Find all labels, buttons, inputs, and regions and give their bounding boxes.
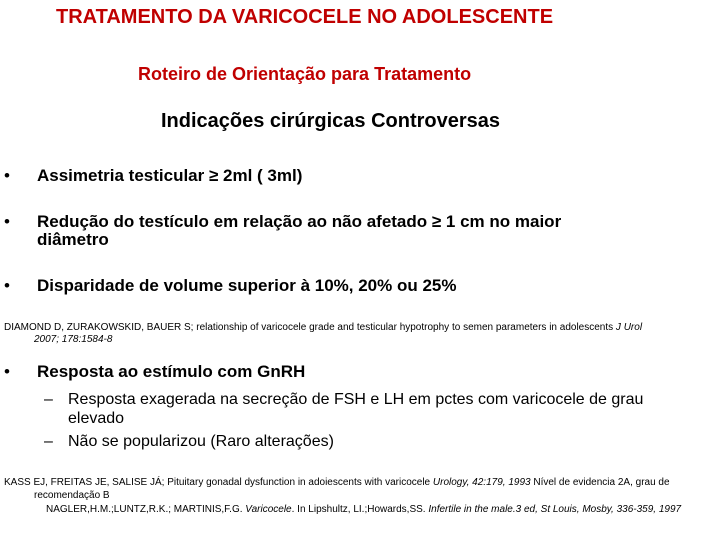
reference-editors: . In Lipshultz, LI.;Howards,SS. (291, 504, 429, 515)
reference-text: KASS EJ, FREITAS JE, SALISE JÁ; Pituitary gonadal dysfunction in adoiescents with varicocele (4, 477, 433, 488)
dash-icon: – (44, 391, 53, 408)
sub-bullet-text: Não se popularizou (Raro alterações) (68, 433, 334, 450)
reference-journal: Urology, 42:179, 1993 (432, 477, 531, 488)
bullet-icon: • (4, 212, 10, 231)
reference-citation-continued (34, 333, 112, 346)
reference-authors: NAGLER,H.M.;LUNTZ,R.K.; MARTINIS,F.G. (46, 504, 246, 515)
section-heading: Indicações cirúrgicas Controversas (161, 110, 501, 132)
bullet-text: Disparidade de volume superior à 10%, 20% ou 25% (37, 276, 457, 295)
reference-evidence: Nível de evidencia 2A, grau de (530, 477, 670, 488)
bullet-icon: • (4, 362, 10, 381)
reference-recommendation: recomendação B (34, 490, 110, 501)
bullet-text: Resposta ao estímulo com GnRH (37, 362, 306, 381)
reference-citation (46, 503, 681, 516)
sub-bullet-text-continued: elevado (68, 410, 125, 427)
dash-icon: – (44, 433, 53, 450)
slide-title: TRATAMENTO DA VARICOCELE NO ADOLESCENTE (56, 6, 554, 28)
reference-citation (4, 476, 670, 489)
reference-volume: 2007; 178:1584-8 (34, 334, 113, 345)
reference-title: Varicocele (245, 504, 292, 515)
bullet-text: Assimetria testicular ≥ 2ml ( 3ml) (37, 166, 303, 185)
reference-source: Infertile in the male.3 ed, St Louis, Mosby, 336-359, 1997 (428, 504, 682, 515)
bullet-icon: • (4, 166, 10, 185)
bullet-icon: • (4, 276, 10, 295)
reference-journal: J Urol (615, 322, 643, 333)
bullet-text-continued: diâmetro (37, 230, 109, 249)
sub-bullet-text: Resposta exagerada na secreção de FSH e LH em pctes com varicocele de grau (68, 391, 644, 408)
slide-subtitle: Roteiro de Orientação para Tratamento (138, 64, 472, 84)
bullet-text: Redução do testículo em relação ao não afetado ≥ 1 cm no maior (37, 212, 562, 231)
reference-citation-continued (34, 489, 110, 502)
reference-text: DIAMOND D, ZURAKOWSKID, BAUER S; relationship of varicocele grade and testicular hypotrophy to semen parameters in adolescents (4, 322, 616, 333)
